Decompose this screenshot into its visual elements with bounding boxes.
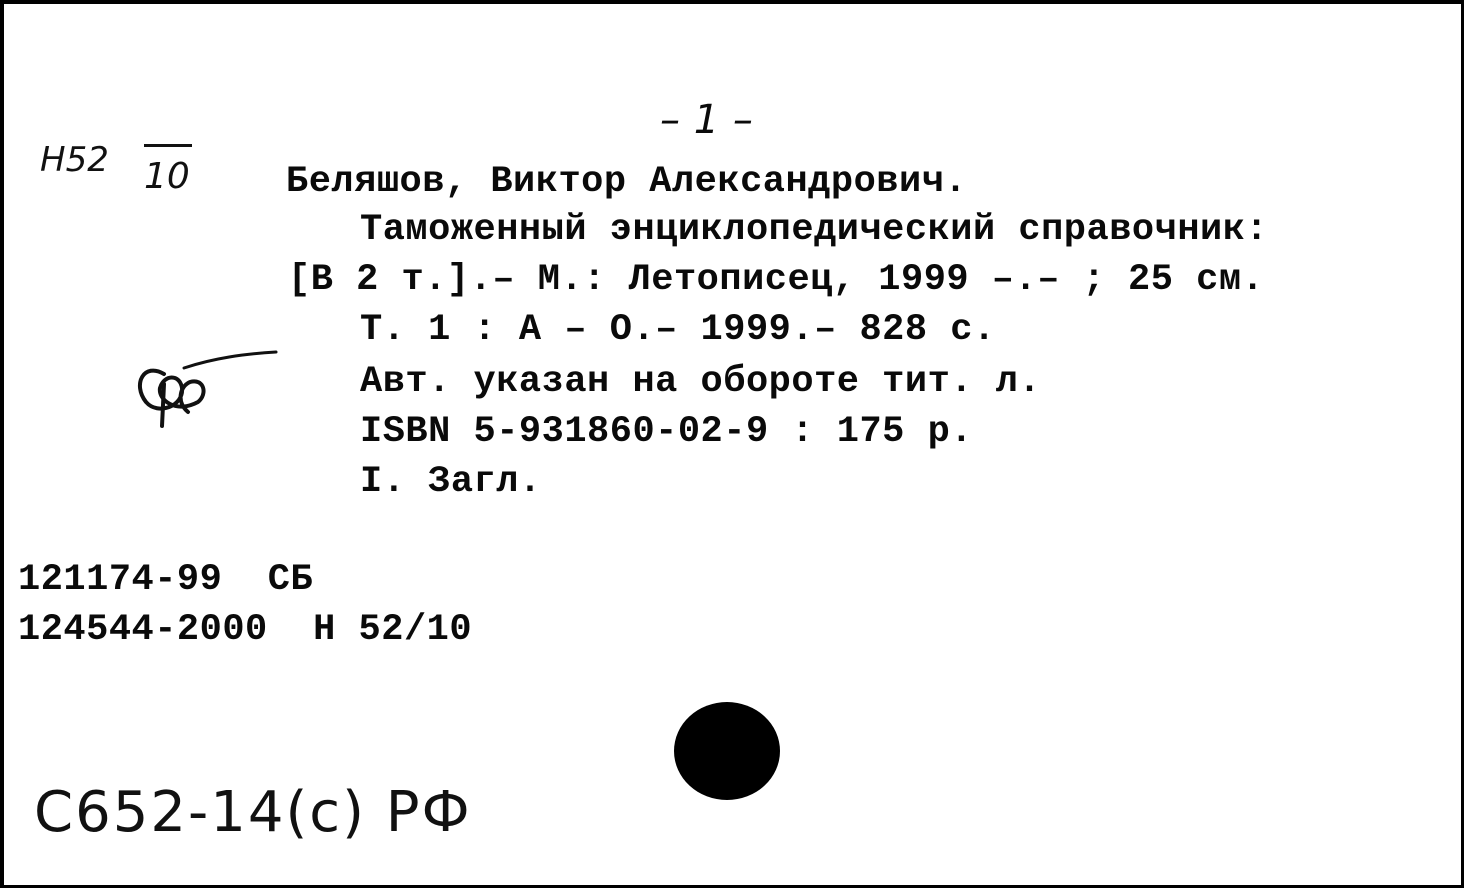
card-punch-hole — [674, 702, 780, 800]
access-point-line: I. Загл. — [360, 461, 542, 503]
volume-line: Т. 1 : А – О.– 1999.– 828 с. — [360, 309, 996, 351]
accession-number-2: 124544-2000 Н 52/10 — [18, 609, 473, 651]
accession-number-1: 121174-99 СБ — [18, 559, 314, 601]
shelf-mark-denominator: 10 — [144, 156, 190, 197]
handwritten-stamp-mark — [124, 344, 284, 434]
isbn-line: ISBN 5-931860-02-9 : 175 р. — [360, 411, 973, 453]
handwritten-call-number: С652-14(с) РФ — [34, 780, 472, 845]
note-line: Авт. указан на обороте тит. л. — [360, 361, 1042, 403]
shelf-mark-fraction-line — [144, 144, 192, 147]
title-line-1: Таможенный энциклопедический справочник: — [360, 209, 1269, 251]
page-number: – 1 – — [660, 97, 754, 143]
shelf-mark: Н52 — [40, 140, 109, 180]
author-heading: Беляшов, Виктор Александрович. — [286, 161, 968, 203]
title-line-2: [В 2 т.].– М.: Летописец, 1999 –.– ; 25 см. — [288, 259, 1265, 301]
